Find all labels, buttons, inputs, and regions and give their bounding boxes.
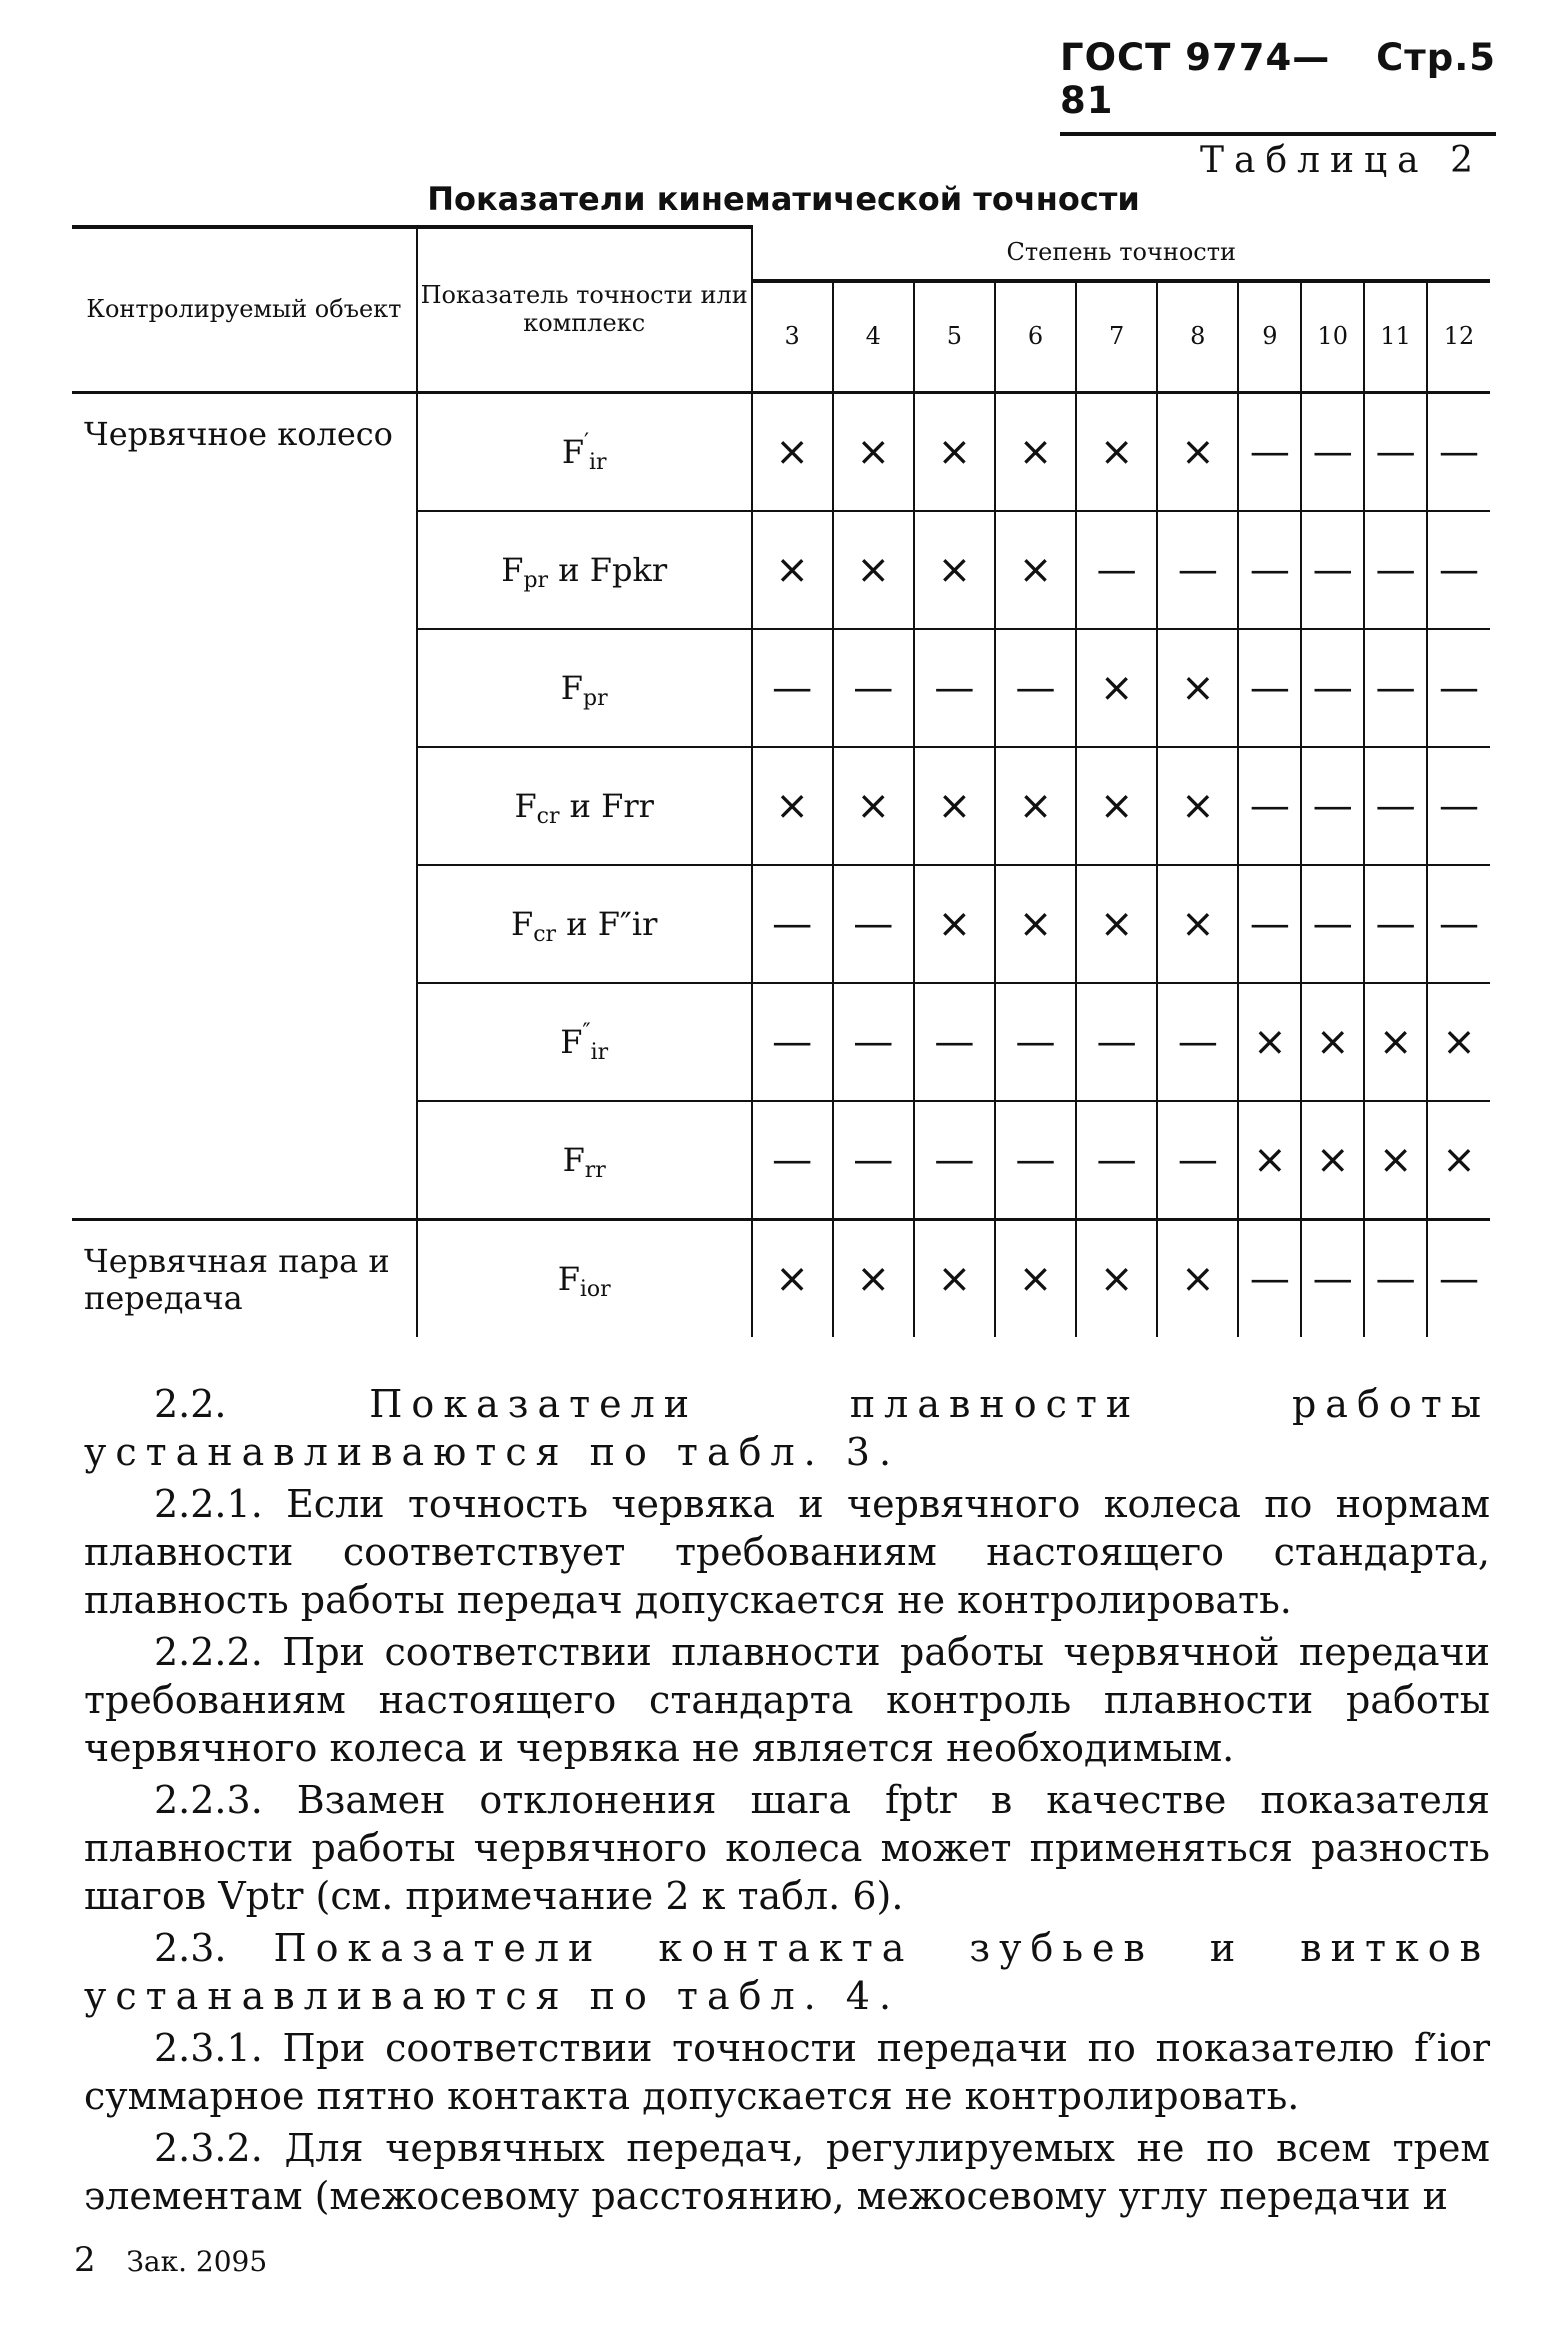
mark-cell: — <box>752 983 833 1101</box>
paragraph-2-2-1: 2.2.1. Если точность червяка и червячного колеса по нормам плавности соответствует требованиям настоящего стандарта, плавность работы передач допускается не контролировать. <box>84 1482 1490 1622</box>
mark-cell: × <box>1238 1101 1301 1220</box>
indicator-cell: $F_{pr}$ и Fpkr <box>417 511 752 629</box>
table-body <box>72 393 1490 1338</box>
paragraph-2-2: 2.2. Показатели плавности работы устанавливаются по табл. 3. <box>84 1382 1490 1474</box>
mark-cell: — <box>833 865 914 983</box>
mark-cell: — <box>1364 1220 1427 1338</box>
mark-cell: — <box>752 1101 833 1220</box>
mark-cell: — <box>1427 511 1490 629</box>
mark-cell: × <box>914 511 995 629</box>
page-label: Стр. <box>1376 36 1470 79</box>
mark-cell: × <box>914 393 995 512</box>
table-title: Показатели кинематической точности <box>427 180 1140 218</box>
order-number: Зак. 2095 <box>126 2245 268 2278</box>
mark-cell: — <box>1238 393 1301 512</box>
mark-cell: — <box>1427 747 1490 865</box>
mark-cell: — <box>1076 1101 1157 1220</box>
degree-header: 3 <box>752 281 833 393</box>
mark-cell: — <box>1301 511 1364 629</box>
mark-cell: × <box>1076 393 1157 512</box>
mark-cell: × <box>752 511 833 629</box>
indicator-cell: $F'_{ir}$ <box>417 393 752 512</box>
mark-cell: — <box>833 629 914 747</box>
degree-header: 12 <box>1427 281 1490 393</box>
table-label: Таблица 2 <box>1200 140 1483 181</box>
degree-header: 5 <box>914 281 995 393</box>
degree-header: 6 <box>995 281 1076 393</box>
indicator-cell: $F_{ior}$ <box>417 1220 752 1338</box>
paragraph-2-3: 2.3. Показатели контакта зубьев и витков устанавливаются по табл. 4. <box>84 1926 1490 2018</box>
mark-cell: × <box>1301 1101 1364 1220</box>
mark-cell: — <box>995 629 1076 747</box>
mark-cell: × <box>1157 1220 1238 1338</box>
object-cell: Червячное колесо <box>72 393 417 1220</box>
mark-cell: — <box>914 983 995 1101</box>
mark-cell: × <box>752 1220 833 1338</box>
mark-cell: — <box>1157 983 1238 1101</box>
indicator-cell: $F''_{ir}$ <box>417 983 752 1101</box>
mark-cell: — <box>1238 747 1301 865</box>
footer-number: 2 <box>74 2240 96 2280</box>
mark-cell: × <box>995 393 1076 512</box>
mark-cell: — <box>1301 1220 1364 1338</box>
mark-cell: — <box>1364 747 1427 865</box>
mark-cell: — <box>995 1101 1076 1220</box>
mark-cell: × <box>995 1220 1076 1338</box>
header-object: Контролируемый объект <box>72 227 417 393</box>
mark-cell: — <box>1238 511 1301 629</box>
mark-cell: — <box>1427 1220 1490 1338</box>
mark-cell: — <box>1157 511 1238 629</box>
mark-cell: × <box>752 747 833 865</box>
table-row <box>72 393 1490 512</box>
mark-cell: — <box>995 983 1076 1101</box>
mark-cell: × <box>1157 629 1238 747</box>
paragraph-2-3-2: 2.3.2. Для червячных передач, регулируемых не по всем трем элементам (межосевому расстоянию, межосевому углу передачи и <box>84 2126 1490 2218</box>
header-degrees: Степень точности <box>752 227 1490 281</box>
gost-number: ГОСТ 9774—81 <box>1060 36 1331 122</box>
mark-cell: × <box>1076 1220 1157 1338</box>
mark-cell: × <box>914 1220 995 1338</box>
mark-cell: × <box>833 747 914 865</box>
paragraph-2-3-1: 2.3.1. При соответствии точности передачи по показателю f′ior суммарное пятно контакта допускается не контролировать. <box>84 2026 1490 2118</box>
indicator-cell: $F_{cr}$ и Frr <box>417 747 752 865</box>
mark-cell: — <box>1364 629 1427 747</box>
mark-cell: × <box>1157 393 1238 512</box>
degree-header: 11 <box>1364 281 1427 393</box>
mark-cell: × <box>1364 1101 1427 1220</box>
mark-cell: — <box>1157 1101 1238 1220</box>
kinematic-accuracy-table <box>72 225 1490 1337</box>
mark-cell: × <box>1157 865 1238 983</box>
mark-cell: × <box>1076 865 1157 983</box>
degree-header: 10 <box>1301 281 1364 393</box>
degree-header: 9 <box>1238 281 1301 393</box>
paragraph-2-2-2: 2.2.2. При соответствии плавности работы червячной передачи требованиям настоящего стандарта контроль плавности работы червячного колеса и червяка не является необходимым. <box>84 1630 1490 1770</box>
mark-cell: × <box>833 393 914 512</box>
mark-cell: — <box>1364 865 1427 983</box>
degree-header: 8 <box>1157 281 1238 393</box>
degree-header: 4 <box>833 281 914 393</box>
mark-cell: × <box>914 865 995 983</box>
mark-cell: × <box>914 747 995 865</box>
mark-cell: × <box>1157 747 1238 865</box>
object-cell: Червячная пара и передача <box>84 1242 390 1317</box>
mark-cell: — <box>914 629 995 747</box>
header-indicator: Показатель точности или комплекс <box>417 227 752 393</box>
degree-header: 7 <box>1076 281 1157 393</box>
mark-cell: × <box>1427 1101 1490 1220</box>
mark-cell: × <box>995 865 1076 983</box>
mark-cell: × <box>1076 629 1157 747</box>
mark-cell: — <box>1301 393 1364 512</box>
mark-cell: — <box>1364 393 1427 512</box>
page-number: 5 <box>1469 36 1496 79</box>
mark-cell: × <box>995 747 1076 865</box>
mark-cell: — <box>1301 747 1364 865</box>
mark-cell: × <box>1076 747 1157 865</box>
mark-cell: — <box>833 983 914 1101</box>
mark-cell: × <box>752 393 833 512</box>
mark-cell: × <box>1364 983 1427 1101</box>
mark-cell: — <box>1301 865 1364 983</box>
mark-cell: — <box>1301 629 1364 747</box>
mark-cell: — <box>914 1101 995 1220</box>
mark-cell: × <box>1301 983 1364 1101</box>
body-text <box>84 1380 1490 2224</box>
mark-cell: — <box>1076 983 1157 1101</box>
page-footer <box>74 2240 267 2280</box>
mark-cell: — <box>833 1101 914 1220</box>
indicator-cell: $F_{rr}$ <box>417 1101 752 1220</box>
mark-cell: — <box>1238 865 1301 983</box>
mark-cell: — <box>752 865 833 983</box>
mark-cell: — <box>1427 393 1490 512</box>
paragraph-2-2-3: 2.2.3. Взамен отклонения шага fptr в качестве показателя плавности работы червячного колеса может применяться разность шагов Vptr (см. примечание 2 к табл. 6). <box>84 1778 1490 1918</box>
mark-cell: × <box>995 511 1076 629</box>
mark-cell: × <box>833 511 914 629</box>
mark-cell: — <box>1238 629 1301 747</box>
mark-cell: — <box>1427 865 1490 983</box>
indicator-cell: $F_{pr}$ <box>417 629 752 747</box>
mark-cell: — <box>1238 1220 1301 1338</box>
mark-cell: — <box>752 629 833 747</box>
table-row <box>72 1220 1490 1338</box>
mark-cell: × <box>1238 983 1301 1101</box>
page-header <box>1060 36 1496 136</box>
mark-cell: — <box>1427 629 1490 747</box>
mark-cell: — <box>1364 511 1427 629</box>
mark-cell: × <box>833 1220 914 1338</box>
indicator-cell: $F_{cr}$ и F″ir <box>417 865 752 983</box>
mark-cell: — <box>1076 511 1157 629</box>
mark-cell: × <box>1427 983 1490 1101</box>
